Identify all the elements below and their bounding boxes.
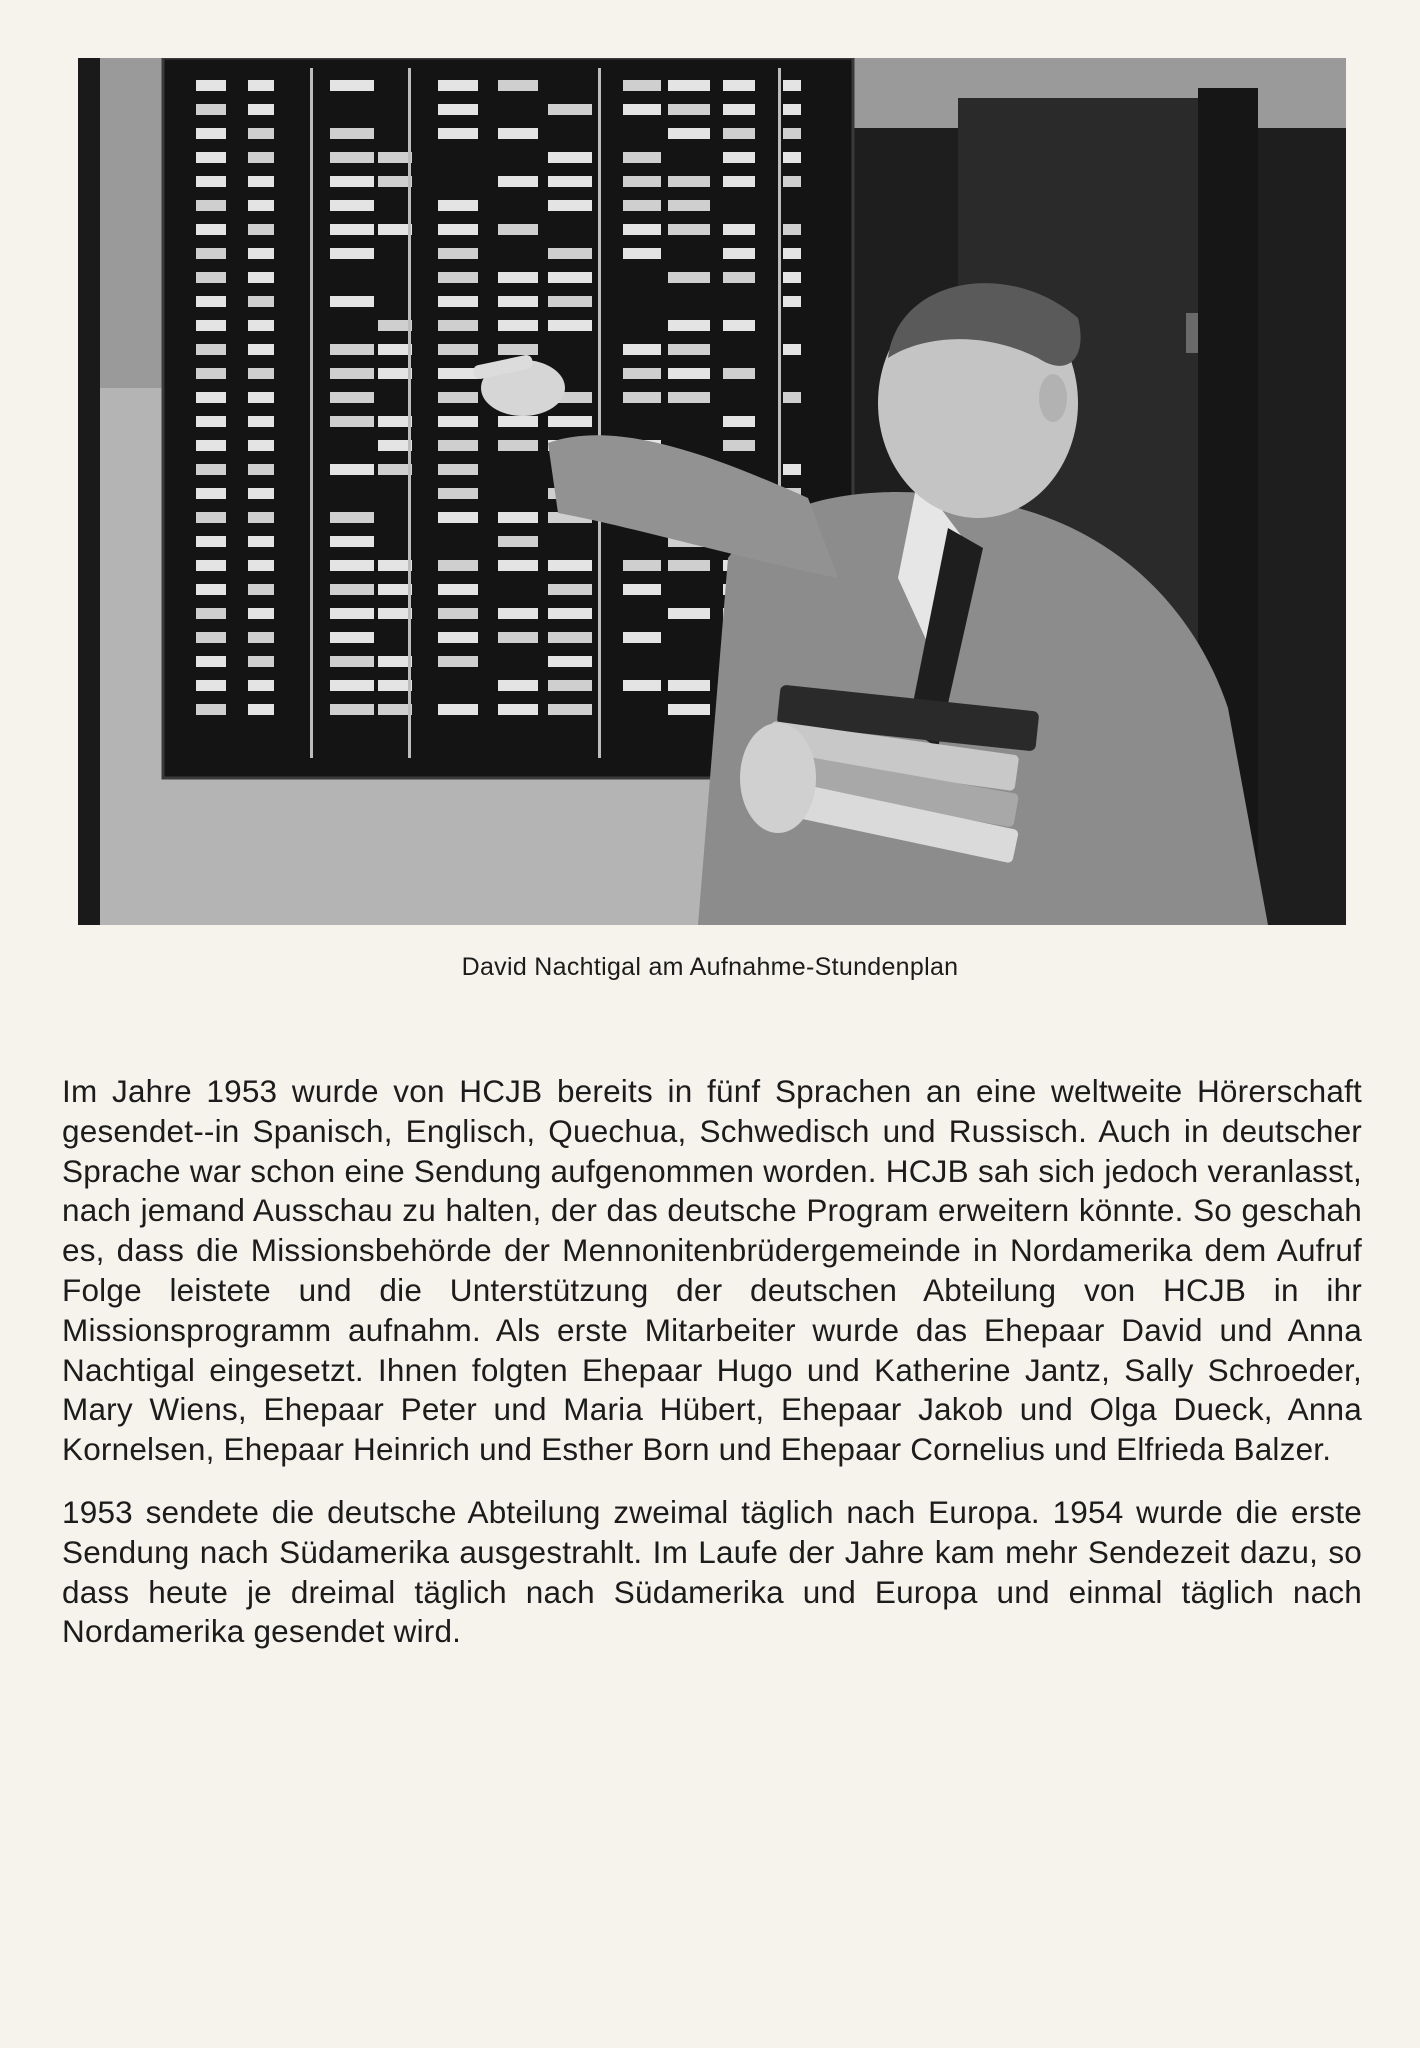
board-slot [248, 512, 274, 523]
board-slot [623, 104, 661, 115]
board-slot [783, 80, 801, 91]
board-slot [438, 392, 478, 403]
board-slot [668, 368, 710, 379]
board-slot [330, 680, 374, 691]
board-slot [248, 536, 274, 547]
board-slot [330, 608, 374, 619]
board-slot [438, 560, 478, 571]
board-slot [438, 80, 478, 91]
board-slot [196, 704, 226, 715]
board-slot [378, 416, 412, 427]
board-slot [548, 104, 592, 115]
board-slot [723, 128, 755, 139]
board-slot [723, 248, 755, 259]
board-slot [668, 176, 710, 187]
board-slot [548, 272, 592, 283]
board-slot [330, 176, 374, 187]
board-slot [248, 488, 274, 499]
board-slot [248, 392, 274, 403]
board-slot [723, 152, 755, 163]
board-slot [248, 560, 274, 571]
board-slot [668, 560, 710, 571]
photograph [78, 58, 1346, 925]
board-slot [378, 608, 412, 619]
board-slot [783, 152, 801, 163]
board-slot [783, 464, 801, 475]
board-slot [438, 272, 478, 283]
board-slot [196, 488, 226, 499]
board-slot [378, 152, 412, 163]
board-slot [438, 416, 478, 427]
board-slot [196, 248, 226, 259]
board-slot [330, 632, 374, 643]
board-slot [668, 344, 710, 355]
board-slot [668, 392, 710, 403]
board-slot [196, 296, 226, 307]
board-slot [248, 656, 274, 667]
board-slot [623, 368, 661, 379]
board-slot [196, 416, 226, 427]
board-slot [196, 680, 226, 691]
board-slot [623, 152, 661, 163]
board-slot [248, 296, 274, 307]
board-slot [783, 104, 801, 115]
board-slot [498, 632, 538, 643]
board-slot [623, 680, 661, 691]
board-slot [196, 152, 226, 163]
board-slot [196, 224, 226, 235]
board-slot [438, 608, 478, 619]
board-slot [668, 200, 710, 211]
board-slot [438, 224, 478, 235]
board-slot [783, 128, 801, 139]
board-slot [438, 320, 478, 331]
board-slot [623, 80, 661, 91]
board-slot [548, 632, 592, 643]
board-slot [438, 440, 478, 451]
board-slot [783, 272, 801, 283]
body-paragraph: Im Jahre 1953 wurde von HCJB bereits in fünf Sprachen an eine weltweite Hörerschaft gesendet--in Spanisch, Englisch, Quechua, Schwedisch und Russisch. Auch in deutscher Sprache war schon eine Sendung aufgenommen worden. HCJB sah sich jedoch veranlasst, nach jemand Ausschau zu halten, der das deutsche Program erweitern könnte. So geschah es, dass die Missionsbehörde der Mennonitenbrüdergemeinde in Nordamerika dem Aufruf Folge leistete und die Unterstützung der deutschen Abteilung von HCJB in ihr Missionsprogramm aufnahm. Als erste Mitarbeiter wurde das Ehepaar David und Anna Nachtigal eingesetzt. Ihnen folgten Ehepaar Hugo und Katherine Jantz, Sally Schroeder, Mary Wiens, Ehepaar Peter und Maria Hübert, Ehepaar Jakob und Olga Dueck, Anna Kornelsen, Ehepaar Heinrich und Esther Born und Ehepaar Cornelius und Elfrieda Balzer. [62, 1073, 1362, 1468]
board-slot [723, 416, 755, 427]
board-slot [623, 248, 661, 259]
board-slot [330, 392, 374, 403]
board-slot [248, 464, 274, 475]
board-slot [548, 152, 592, 163]
board-slot [498, 272, 538, 283]
board-slot [548, 680, 592, 691]
board-slot [248, 680, 274, 691]
board-slot [438, 128, 478, 139]
board-slot [438, 200, 478, 211]
board-slot [196, 392, 226, 403]
board-slot [498, 80, 538, 91]
board-slot [196, 344, 226, 355]
board-slot [438, 632, 478, 643]
board-slot [623, 584, 661, 595]
board-slot [378, 368, 412, 379]
board-slot [498, 608, 538, 619]
board-slot [248, 224, 274, 235]
board-slot [623, 392, 661, 403]
board-slot [723, 320, 755, 331]
board-slot [498, 320, 538, 331]
board-slot [330, 704, 374, 715]
photo-caption: David Nachtigal am Aufnahme-Stundenplan [461, 953, 959, 981]
board-slot [378, 704, 412, 715]
board-slot [783, 296, 801, 307]
board-slot [548, 176, 592, 187]
board-slot [330, 296, 374, 307]
board-slot [196, 104, 226, 115]
board-slot [196, 176, 226, 187]
board-slot [330, 128, 374, 139]
board-slot [438, 296, 478, 307]
board-slot [196, 464, 226, 475]
board-slot [196, 80, 226, 91]
board-slot [498, 176, 538, 187]
board-slot [498, 128, 538, 139]
board-slot [196, 440, 226, 451]
board-slot [438, 104, 478, 115]
board-divider [408, 68, 411, 758]
board-slot [378, 560, 412, 571]
board-slot [623, 344, 661, 355]
board-slot [248, 152, 274, 163]
board-slot [196, 512, 226, 523]
board-slot [196, 368, 226, 379]
board-slot [378, 344, 412, 355]
board-slot [668, 224, 710, 235]
board-slot [330, 416, 374, 427]
board-slot [548, 200, 592, 211]
board-slot [438, 464, 478, 475]
board-slot [668, 680, 710, 691]
board-slot [330, 560, 374, 571]
board-slot [548, 320, 592, 331]
board-slot [330, 464, 374, 475]
board-slot [548, 416, 592, 427]
board-slot [783, 392, 801, 403]
board-slot [248, 704, 274, 715]
board-slot [378, 656, 412, 667]
body-paragraph: 1953 sendete die deutsche Abteilung zweimal täglich nach Europa. 1954 wurde die erste Sendung nach Südamerika ausgestrahlt. Im Laufe der Jahre kam mehr Sendezeit dazu, so dass heute je dreimal täglich nach Südamerika und Europa und einmal täglich nach Nordamerika gesendet wird. [62, 1494, 1362, 1650]
board-slot [723, 368, 755, 379]
board-slot [668, 320, 710, 331]
board-slot [623, 200, 661, 211]
board-slot [378, 224, 412, 235]
board-slot [723, 176, 755, 187]
board-slot [623, 632, 661, 643]
board-slot [548, 656, 592, 667]
board-slot [196, 200, 226, 211]
board-slot [248, 176, 274, 187]
board-slot [498, 224, 538, 235]
board-slot [248, 104, 274, 115]
board-slot [196, 584, 226, 595]
board-slot [723, 104, 755, 115]
board-slot [330, 200, 374, 211]
board-slot [330, 584, 374, 595]
board-slot [623, 176, 661, 187]
board-slot [783, 224, 801, 235]
board-slot [438, 344, 478, 355]
board-slot [548, 608, 592, 619]
board-slot [668, 272, 710, 283]
board-slot [438, 584, 478, 595]
board-slot [668, 104, 710, 115]
board-slot [783, 176, 801, 187]
board-slot [378, 440, 412, 451]
board-slot [438, 248, 478, 259]
board-slot [330, 248, 374, 259]
board-slot [378, 464, 412, 475]
board-slot [723, 80, 755, 91]
board-slot [196, 560, 226, 571]
board-slot [723, 272, 755, 283]
board-slot [248, 632, 274, 643]
board-slot [498, 680, 538, 691]
board-slot [248, 368, 274, 379]
board-slot [248, 320, 274, 331]
board-slot [248, 344, 274, 355]
board-slot [330, 152, 374, 163]
board-slot [438, 512, 478, 523]
board-slot [196, 536, 226, 547]
board-slot [498, 536, 538, 547]
board-slot [330, 224, 374, 235]
board-divider [310, 68, 313, 758]
board-slot [783, 248, 801, 259]
board-slot [498, 704, 538, 715]
board-divider [598, 68, 601, 758]
board-slot [498, 296, 538, 307]
board-slot [330, 344, 374, 355]
board-slot [668, 608, 710, 619]
board-slot [248, 608, 274, 619]
board-slot [438, 656, 478, 667]
board-slot [498, 512, 538, 523]
board-slot [248, 248, 274, 259]
board-slot [623, 560, 661, 571]
board-slot [378, 176, 412, 187]
board-slot [438, 368, 478, 379]
board-slot [623, 224, 661, 235]
board-slot [548, 704, 592, 715]
board-slot [498, 344, 538, 355]
board-slot [378, 680, 412, 691]
board-slot [330, 536, 374, 547]
board-slot [248, 272, 274, 283]
board-slot [498, 440, 538, 451]
board-slot [378, 584, 412, 595]
board-slot [723, 224, 755, 235]
board-slot [668, 704, 710, 715]
board-slot [330, 512, 374, 523]
board-slot [196, 128, 226, 139]
board-slot [498, 416, 538, 427]
board-slot [196, 632, 226, 643]
board-slot [248, 80, 274, 91]
board-slot [548, 248, 592, 259]
board-slot [548, 584, 592, 595]
board-slot [196, 320, 226, 331]
board-slot [248, 440, 274, 451]
board-slot [668, 128, 710, 139]
board-slot [248, 128, 274, 139]
board-slot [248, 584, 274, 595]
board-slot [378, 320, 412, 331]
board-slot [196, 608, 226, 619]
board-slot [248, 416, 274, 427]
board-slot [438, 704, 478, 715]
board-slot [248, 200, 274, 211]
board-slot [438, 488, 478, 499]
board-slot [498, 560, 538, 571]
board-slot [548, 296, 592, 307]
board-slot [668, 80, 710, 91]
board-slot [783, 344, 801, 355]
board-slot [196, 656, 226, 667]
board-slot [330, 368, 374, 379]
board-slot [196, 272, 226, 283]
board-slot [723, 440, 755, 451]
board-slot [548, 560, 592, 571]
board-slot [330, 80, 374, 91]
board-slot [330, 656, 374, 667]
